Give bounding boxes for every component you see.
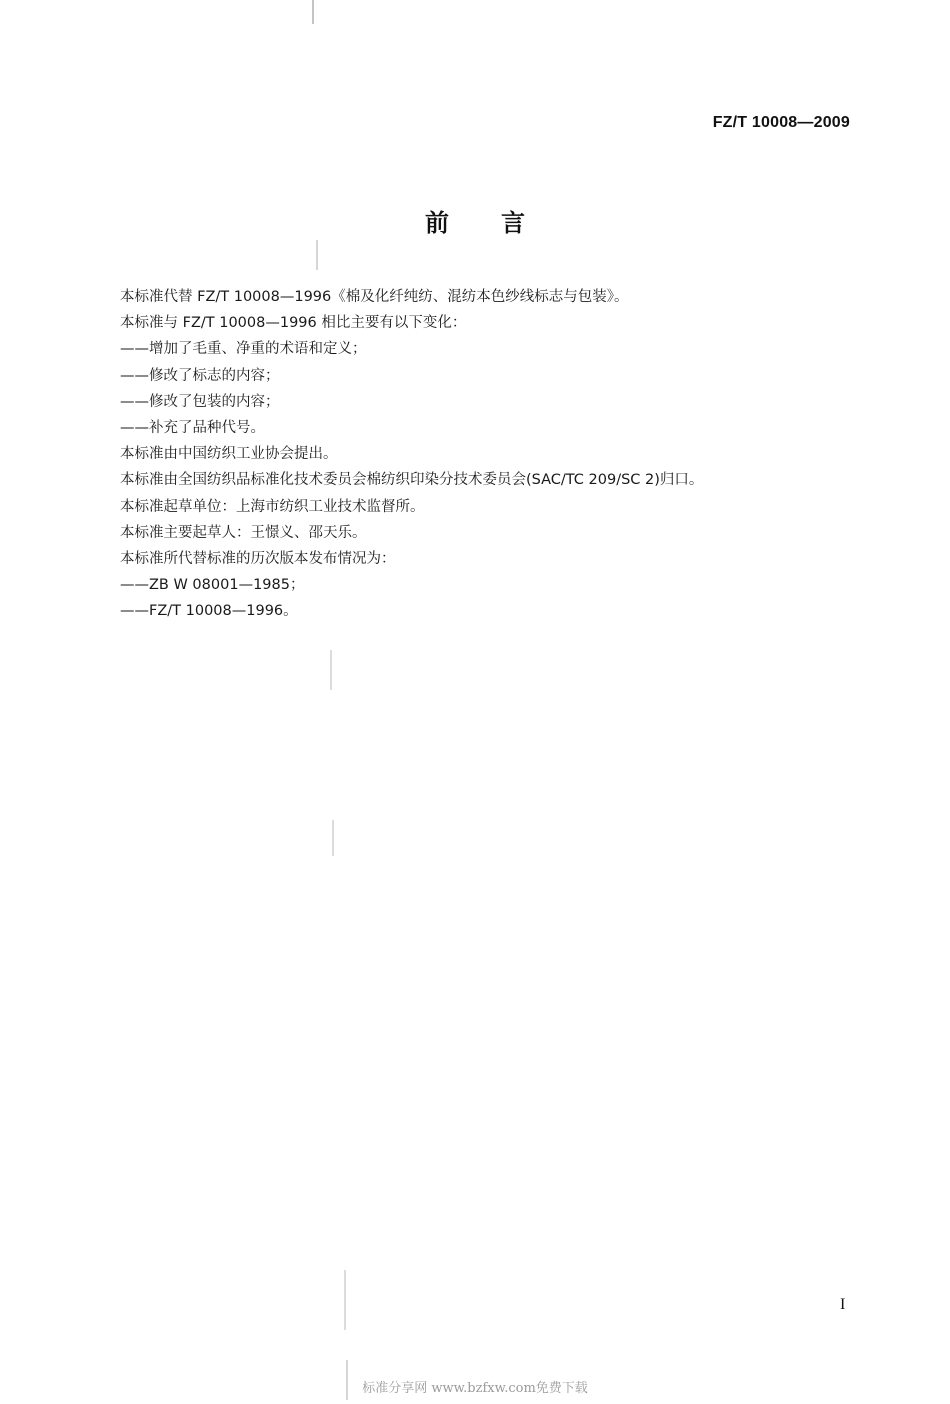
foreword-body (120, 284, 840, 624)
foreword-line: ——FZ/T 10008—1996。 (120, 603, 298, 620)
scan-artifact (332, 820, 334, 856)
scan-artifact (330, 650, 332, 690)
foreword-line: ——补充了品种代号。 (120, 419, 265, 436)
foreword-line: ——增加了毛重、净重的术语和定义； (120, 341, 367, 358)
page-number: I (840, 1296, 846, 1313)
watermark-text: 标准分享网 www.bzfxw.com免费下载 (362, 1381, 588, 1396)
page-title: 前言 (425, 208, 577, 237)
foreword-line: 本标准主要起草人：王憬义、邵天乐。 (120, 524, 367, 541)
scan-artifact (316, 240, 318, 270)
foreword-line: 本标准所代替标准的历次版本发布情况为： (120, 550, 396, 567)
foreword-line: 本标准与 FZ/T 10008—1996 相比主要有以下变化： (120, 315, 467, 332)
foreword-line: 本标准由中国纺织工业协会提出。 (120, 446, 338, 463)
foreword-line: ——ZB W 08001—1985； (120, 577, 305, 594)
foreword-line: ——修改了标志的内容； (120, 367, 280, 384)
foreword-line: 本标准起草单位：上海市纺织工业技术监督所。 (120, 498, 425, 515)
foreword-line: 本标准代替 FZ/T 10008—1996《棉及化纤纯纺、混纺本色纱线标志与包装》。 (120, 289, 629, 305)
foreword-line: ——修改了包装的内容； (120, 393, 280, 410)
standard-code: FZ/T 10008—2009 (712, 114, 850, 131)
scan-artifact (312, 0, 314, 24)
foreword-line: 本标准由全国纺织品标准化技术委员会棉纺织印染分技术委员会(SAC/TC 209/SC 2)归口。 (120, 472, 704, 489)
scan-artifact (344, 1270, 346, 1330)
